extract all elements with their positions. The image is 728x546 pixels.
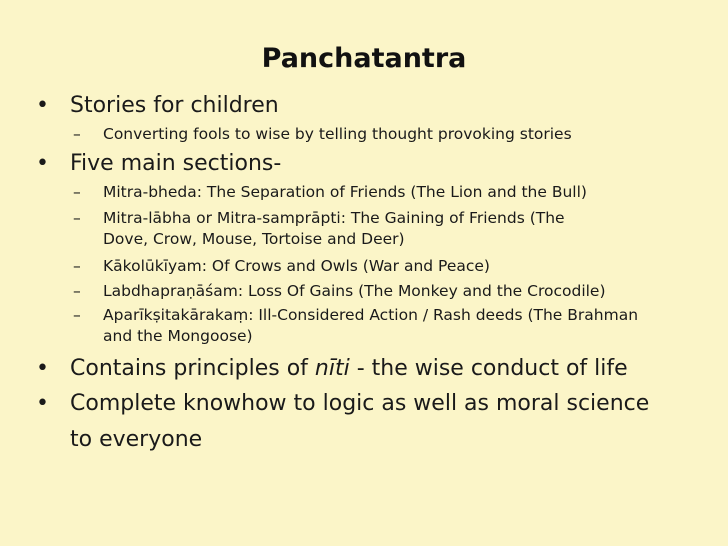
dash-glyph: – <box>73 125 81 143</box>
bullet-glyph: • <box>36 391 49 416</box>
bullet-text-line2: to everyone <box>70 427 203 452</box>
sub-item-text: Labdhapraṇāśam: Loss Of Gains (The Monkey and the Crocodile) <box>103 282 606 300</box>
dash-glyph: – <box>73 306 81 324</box>
slide-title: Panchatantra <box>261 43 467 74</box>
bullet-glyph: • <box>36 93 49 118</box>
bullet-text-before: Contains principles of <box>70 356 315 381</box>
sub-item-labdhapranasam <box>70 281 606 302</box>
bullet-text-after: - the wise conduct of life <box>349 356 628 381</box>
sub-item-text-line2: and the Mongoose) <box>103 327 253 345</box>
sub-item-text-line1: Mitra-lābha or Mitra-samprāpti: The Gaining of Friends (The <box>103 209 565 227</box>
sub-item-converting-fools <box>70 124 572 145</box>
sub-item-text: Converting fools to wise by telling thought provoking stories <box>103 125 572 143</box>
sub-item-text: Kākolūkīyam: Of Crows and Owls (War and Peace) <box>103 257 490 275</box>
bullet-glyph: • <box>36 151 49 176</box>
bullet-item-knowhow <box>36 389 649 455</box>
bullet-text: Five main sections- <box>70 151 282 176</box>
sub-item-mitra-bheda <box>70 182 587 203</box>
sub-item-apariksitakarakam <box>70 305 638 347</box>
dash-glyph: – <box>73 209 81 227</box>
sub-item-text-line1: Aparīkṣitakārakaṃ: Ill-Considered Action / Rash deeds (The Brahman <box>103 306 639 324</box>
bullet-text: Stories for children <box>70 93 279 118</box>
bullet-item-stories <box>36 91 279 121</box>
bullet-item-niti <box>36 354 628 384</box>
sub-item-kakolukiyam <box>70 256 490 277</box>
dash-glyph: – <box>73 183 81 201</box>
dash-glyph: – <box>73 257 81 275</box>
bullet-text-italic: nīti <box>314 356 350 381</box>
bullet-item-five-sections <box>36 149 281 179</box>
sub-item-text: Mitra-bheda: The Separation of Friends (The Lion and the Bull) <box>103 183 587 201</box>
sub-item-text-line2: Dove, Crow, Mouse, Tortoise and Deer) <box>103 230 405 248</box>
bullet-glyph: • <box>36 356 49 381</box>
dash-glyph: – <box>73 282 81 300</box>
sub-item-mitra-labha <box>70 208 565 250</box>
bullet-text-line1: Complete knowhow to logic as well as moral science <box>70 391 650 416</box>
